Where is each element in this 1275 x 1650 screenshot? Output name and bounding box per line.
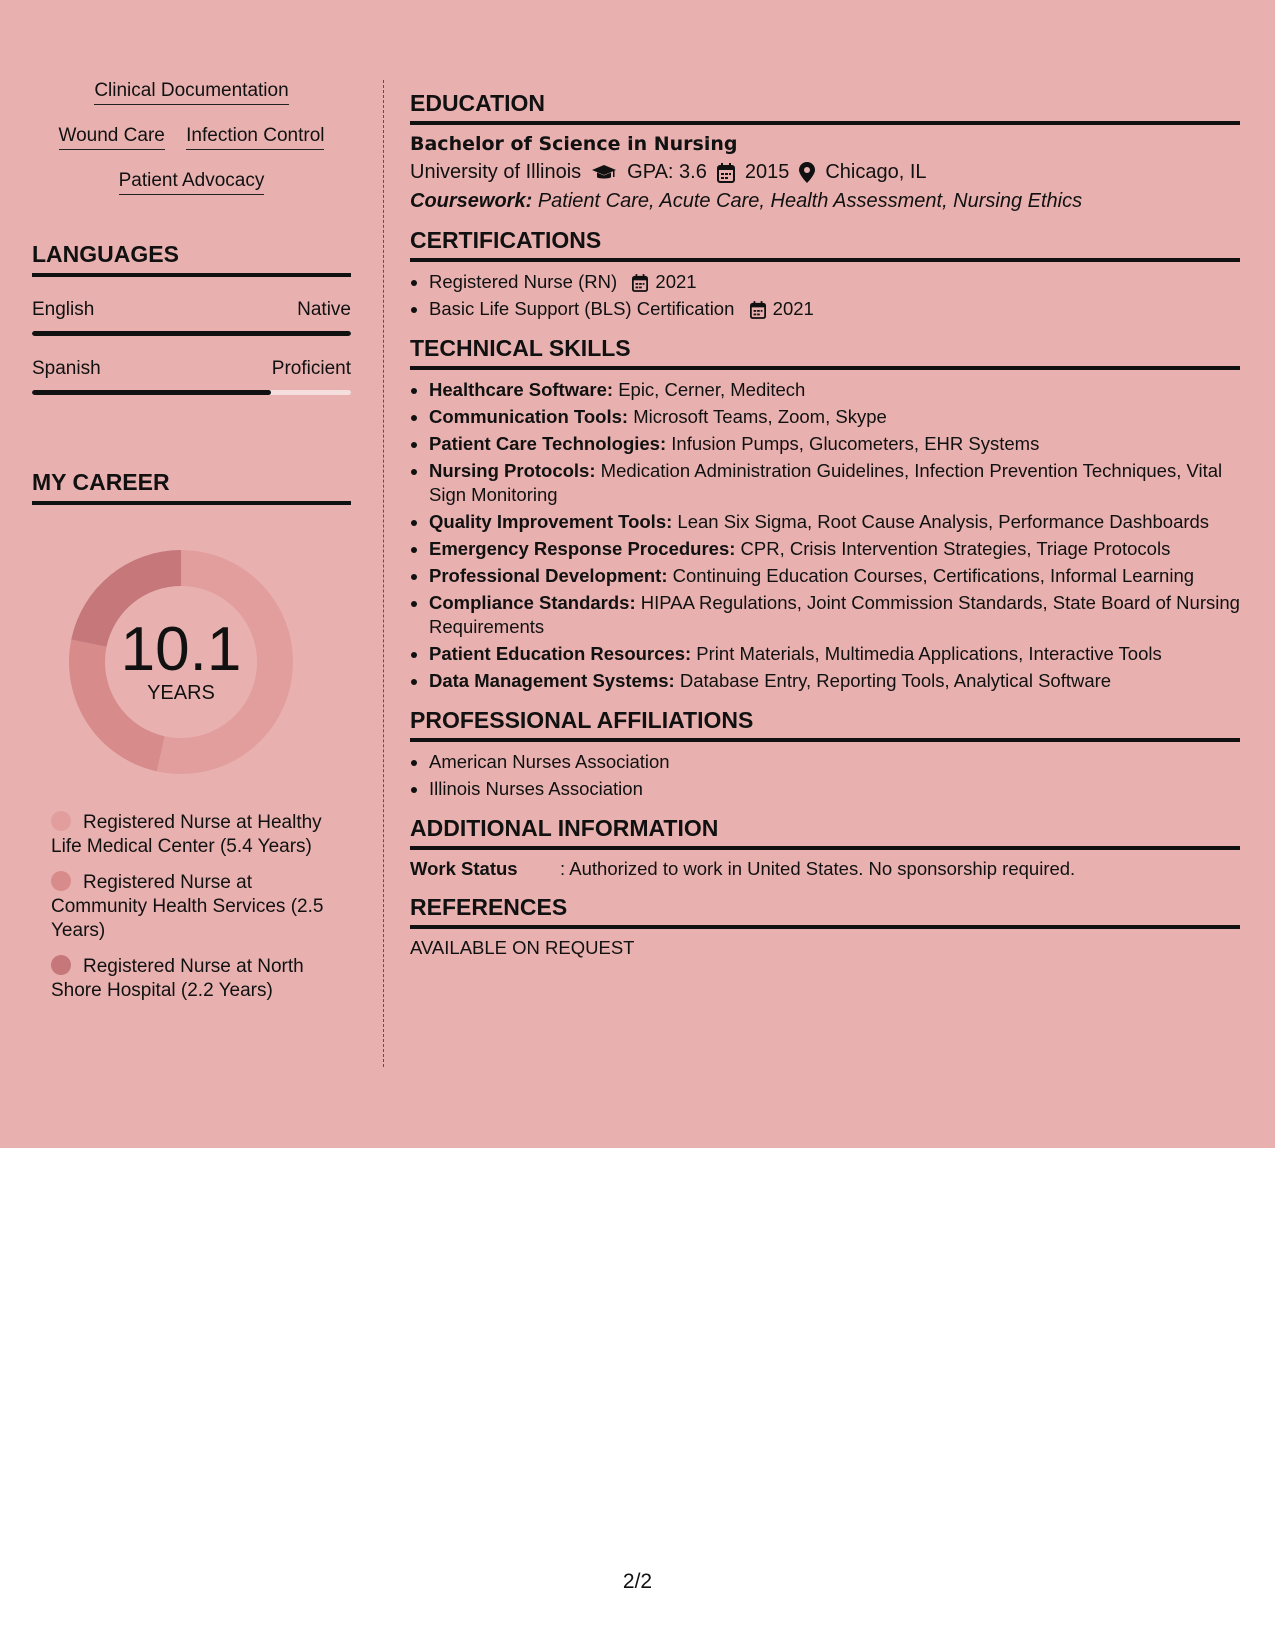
career-total: 10.1	[120, 614, 242, 684]
certifications-section	[410, 227, 1240, 321]
skill-item: • Quality Improvement Tools: Lean Six Sigma, Root Cause Analysis, Performance Dashboards	[429, 510, 1240, 534]
skill-item: • Healthcare Software: Epic, Cerner, Meditech	[429, 378, 1240, 402]
technical-skills-list	[410, 378, 1240, 693]
career-donut-chart	[66, 547, 296, 777]
education-section	[410, 90, 1240, 213]
location-pin-icon	[799, 162, 815, 183]
language-item	[32, 299, 351, 336]
legend-dot	[51, 955, 71, 975]
language-level: Native	[297, 299, 351, 320]
technical-skills-heading: TECHNICAL SKILLS	[410, 335, 1240, 370]
career-legend-item: Registered Nurse at North Shore Hospital (2.2 Years)	[51, 956, 304, 1001]
skill-item: • Data Management Systems: Database Entry, Reporting Tools, Analytical Software	[429, 669, 1240, 693]
additional-info-section	[410, 815, 1240, 880]
language-bar	[32, 390, 351, 395]
gpa: GPA: 3.6	[627, 161, 707, 183]
language-bar-fill	[32, 390, 271, 395]
language-item	[32, 358, 351, 395]
column-divider	[383, 80, 384, 1067]
affiliation-item: • American Nurses Association	[429, 750, 1240, 774]
technical-skills-section	[410, 335, 1240, 693]
graduation-year: 2015	[744, 161, 790, 183]
skill-tag: Clinical Documentation	[94, 80, 288, 105]
skill-tags	[32, 80, 351, 195]
education-heading: EDUCATION	[410, 90, 1240, 125]
references-text: AVAILABLE ON REQUEST	[410, 937, 635, 958]
degree-title: Bachelor of Science in Nursing	[410, 133, 738, 155]
affiliations-list	[410, 750, 1240, 801]
references-heading: REFERENCES	[410, 894, 1240, 929]
language-bar	[32, 331, 351, 336]
legend-dot	[51, 811, 71, 831]
certification-item: • Registered Nurse (RN) 2021	[429, 270, 1240, 294]
graduation-cap-icon	[591, 164, 617, 182]
additional-info-heading: ADDITIONAL INFORMATION	[410, 815, 1240, 850]
skill-tag: Patient Advocacy	[119, 170, 265, 195]
school-name: University of Illinois	[410, 161, 582, 183]
skill-item: • Patient Care Technologies: Infusion Pumps, Glucometers, EHR Systems	[429, 432, 1240, 456]
work-status-value: : Authorized to work in United States. No sponsorship required.	[560, 858, 1076, 879]
career-unit: YEARS	[147, 681, 215, 704]
references-section	[410, 894, 1240, 959]
skill-item: • Patient Education Resources: Print Materials, Multimedia Applications, Interactive Tools	[429, 642, 1240, 666]
career-legend-item: Registered Nurse at Community Health Services (2.5 Years)	[51, 872, 324, 941]
skill-tag: Wound Care	[59, 125, 165, 150]
legend-dot	[51, 871, 71, 891]
right-column	[410, 90, 1240, 973]
left-column	[32, 80, 351, 1015]
language-name: English	[32, 299, 95, 320]
career-legend-item: Registered Nurse at Healthy Life Medical Center (5.4 Years)	[51, 812, 322, 857]
skill-item: • Emergency Response Procedures: CPR, Crisis Intervention Strategies, Triage Protocols	[429, 537, 1240, 561]
skill-item: • Professional Development: Continuing Education Courses, Certifications, Informal Learning	[429, 564, 1240, 588]
page-number: 2/2	[622, 1570, 653, 1593]
language-name: Spanish	[32, 358, 101, 379]
career-legend	[51, 811, 351, 1003]
language-level: Proficient	[271, 358, 351, 379]
career-section	[32, 469, 351, 1003]
work-status	[410, 858, 1240, 880]
language-bar-fill	[32, 331, 351, 336]
certification-item: • Basic Life Support (BLS) Certification 2021	[429, 297, 1240, 321]
school-location: Chicago, IL	[825, 161, 927, 183]
skill-item: • Nursing Protocols: Medication Administration Guidelines, Infection Prevention Techniques, Vital Sign Monitoring	[429, 459, 1240, 507]
education-details	[410, 161, 1240, 184]
affiliations-heading: PROFESSIONAL AFFILIATIONS	[410, 707, 1240, 742]
calendar-icon	[750, 301, 766, 319]
calendar-icon	[632, 274, 648, 292]
languages-section	[32, 241, 351, 395]
skill-item: • Communication Tools: Microsoft Teams, Zoom, Skype	[429, 405, 1240, 429]
skill-item: • Compliance Standards: HIPAA Regulations, Joint Commission Standards, State Board of Nursing Requirements	[429, 591, 1240, 639]
skill-tag: Infection Control	[186, 125, 324, 150]
certifications-list	[410, 270, 1240, 321]
affiliations-section	[410, 707, 1240, 801]
career-heading: MY CAREER	[32, 469, 351, 505]
languages-heading: LANGUAGES	[32, 241, 351, 277]
calendar-icon	[717, 163, 735, 183]
certifications-heading: CERTIFICATIONS	[410, 227, 1240, 262]
coursework: Coursework: Patient Care, Acute Care, Health Assessment, Nursing Ethics	[410, 190, 1083, 212]
affiliation-item: • Illinois Nurses Association	[429, 777, 1240, 801]
work-status-label: Work Status	[410, 858, 518, 879]
